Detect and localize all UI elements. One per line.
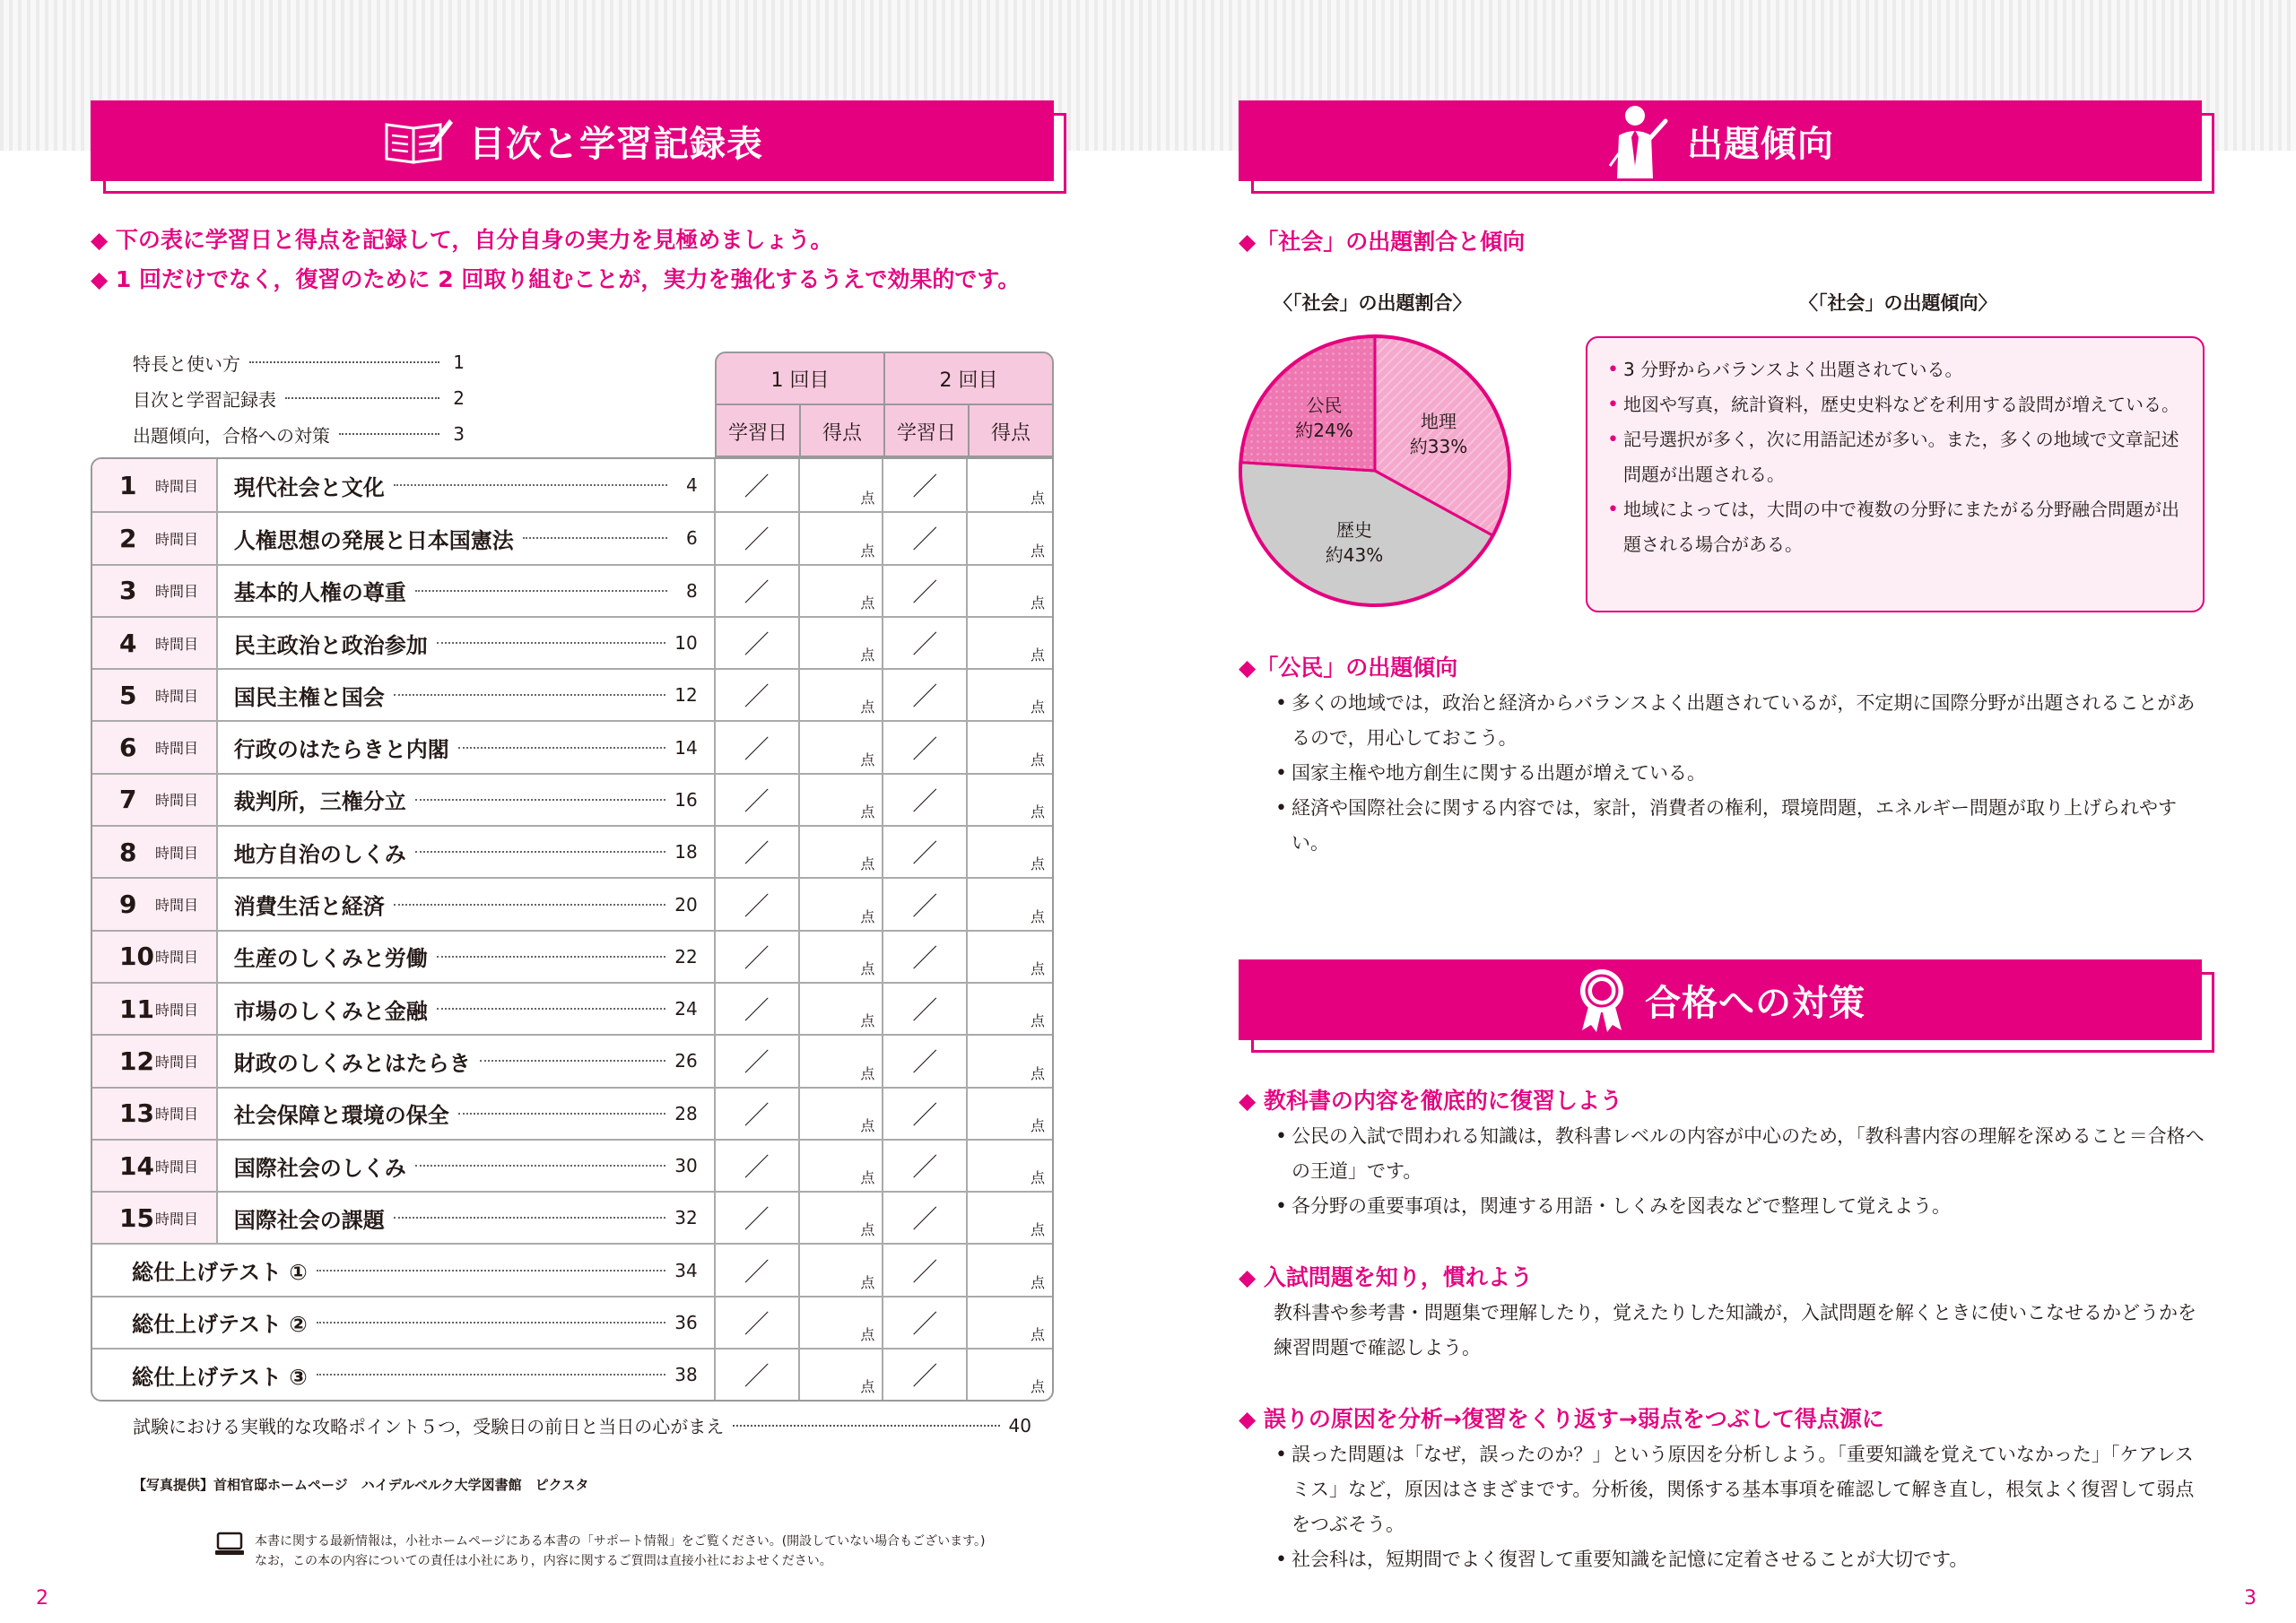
round1-header: 1 回目 bbox=[770, 369, 830, 392]
page-number-left: 2 bbox=[36, 1587, 48, 1610]
score2-cell[interactable]: 点 bbox=[1030, 594, 1045, 612]
lesson-title: 裁判所，三権分立 16 bbox=[218, 775, 716, 825]
score2-cell[interactable]: 点 bbox=[1030, 490, 1045, 508]
pre-item-page: 2 bbox=[453, 387, 465, 409]
trend-banner-title: 出題傾向 bbox=[1687, 123, 1834, 165]
test-row bbox=[92, 1243, 1052, 1295]
table-row bbox=[92, 1191, 1052, 1243]
score1-cell[interactable]: 点 bbox=[800, 1036, 884, 1086]
pre-item bbox=[133, 380, 465, 416]
lesson-title: 市場のしくみと金融 24 bbox=[218, 984, 716, 1034]
date1-cell[interactable]: ／ bbox=[716, 1141, 800, 1191]
score2-cell[interactable]: 点 bbox=[1030, 1012, 1045, 1030]
test-row bbox=[92, 1348, 1052, 1400]
date2-cell[interactable]: ／ bbox=[883, 722, 968, 772]
pre-item bbox=[133, 344, 465, 380]
right-page bbox=[1148, 0, 2296, 1623]
pie-label: 地理 bbox=[1421, 411, 1457, 433]
date2-cell[interactable]: ／ bbox=[883, 984, 968, 1034]
error-list bbox=[1274, 1437, 2206, 1577]
date2-cell[interactable]: ／ bbox=[883, 459, 968, 511]
score2-cell[interactable]: 点 bbox=[1030, 1116, 1045, 1134]
date2-cell[interactable]: ／ bbox=[883, 827, 968, 877]
date1-cell[interactable]: ／ bbox=[716, 932, 800, 982]
notice-line-1: 本書に関する最新情報は，小社ホームページにある本書の「サポート情報」をご覧ください。(開設していない場合もございます。) bbox=[255, 1534, 986, 1549]
lesson-page: 14 bbox=[674, 736, 698, 759]
date2-cell[interactable]: ／ bbox=[883, 775, 968, 825]
lesson-page: 22 bbox=[674, 945, 698, 968]
lesson-title: 民主政治と政治参加 10 bbox=[218, 618, 716, 668]
award-ribbon-icon bbox=[1575, 968, 1629, 1032]
toc-table bbox=[91, 457, 1054, 1402]
table-row bbox=[92, 773, 1052, 825]
score1-cell[interactable]: 点 bbox=[800, 670, 884, 720]
score1-cell[interactable]: 点 bbox=[800, 1141, 884, 1191]
lesson-page: 32 bbox=[674, 1207, 698, 1229]
date2-header: 学習日 bbox=[883, 405, 968, 457]
lesson-title: 社会保障と環境の保全 28 bbox=[218, 1089, 716, 1139]
date1-cell[interactable]: ／ bbox=[716, 513, 800, 563]
round2-header: 2 回目 bbox=[883, 353, 1052, 404]
score2-cell[interactable]: 点 bbox=[1030, 647, 1045, 664]
score2-cell[interactable]: 点 bbox=[1030, 803, 1045, 821]
practice-section-heading: ◆ 入試問題を知り，慣れよう bbox=[1239, 1264, 1533, 1290]
pie-label: 歴史 bbox=[1335, 519, 1372, 542]
score1-cell[interactable]: 点 bbox=[800, 513, 884, 563]
date1-cell[interactable]: ／ bbox=[716, 775, 800, 825]
table-row bbox=[92, 825, 1052, 877]
lesson-number: 3 時間目 bbox=[92, 566, 218, 616]
table-row bbox=[92, 564, 1052, 616]
trend-box bbox=[1586, 336, 2205, 612]
lesson-title: 財政のしくみとはたらき 26 bbox=[218, 1036, 716, 1086]
lesson-page: 6 bbox=[686, 527, 698, 550]
list-item: • 記号選択が多く，次に用語記述が多い。また，多くの地域で文章記述問題が出題される。 bbox=[1605, 422, 2185, 492]
pie-value-label: 約33% bbox=[1409, 436, 1468, 458]
lesson-page: 30 bbox=[674, 1155, 698, 1176]
lesson-title: 国際社会の課題 32 bbox=[218, 1193, 716, 1243]
lesson-number: 4 時間目 bbox=[92, 618, 218, 668]
pre-list bbox=[133, 344, 465, 452]
civics-list bbox=[1274, 686, 2206, 861]
table-row bbox=[92, 1087, 1052, 1139]
lesson-title: 現代社会と文化 4 bbox=[218, 459, 716, 511]
table-row bbox=[92, 877, 1052, 929]
strategy-banner-title: 合格への対策 bbox=[1645, 982, 1866, 1024]
lead-line-2: ◆ 1 回だけでなく，復習のために 2 回取り組むことが，実力を強化するうえで効果的です。 bbox=[91, 266, 1021, 292]
score1-cell[interactable]: 点 bbox=[800, 1350, 884, 1400]
lesson-title: 基本的人権の尊重 8 bbox=[218, 566, 716, 616]
test-page: 36 bbox=[674, 1311, 698, 1333]
list-item: • 国家主権や地方創生に関する出題が増えている。 bbox=[1274, 756, 2206, 791]
table-row bbox=[92, 459, 1052, 511]
list-item: • 経済や国際社会に関する内容では，家計，消費者の権利，環境問題，エネルギー問題が取り上げられやすい。 bbox=[1274, 791, 2206, 861]
date1-cell[interactable]: ／ bbox=[716, 1036, 800, 1086]
date1-header: 学習日 bbox=[727, 421, 787, 445]
practice-text: 教科書や参考書・問題集で理解したり，覚えたりした知識が，入試問題を解くときに使いこなせるかどうかを練習問題で確認しよう。 bbox=[1274, 1302, 2196, 1358]
date1-cell[interactable]: ／ bbox=[716, 670, 800, 720]
pie-value-label: 約24% bbox=[1295, 419, 1353, 441]
lesson-number: 11 時間目 bbox=[92, 984, 218, 1034]
score2-cell[interactable]: 点 bbox=[1030, 699, 1045, 716]
test-title: 総仕上げテスト ③ 38 bbox=[92, 1350, 716, 1400]
civics-section-heading: ◆「公民」の出題傾向 bbox=[1239, 655, 1458, 681]
score1-cell[interactable]: 点 bbox=[800, 459, 884, 511]
pre-item-label: 目次と学習記録表 bbox=[133, 388, 276, 411]
date1-cell[interactable]: ／ bbox=[716, 1089, 800, 1139]
lesson-page: 10 bbox=[674, 632, 698, 655]
lesson-page: 4 bbox=[686, 474, 698, 497]
list-item: • 地図や写真，統計資料，歴史史料などを利用する設問が増えている。 bbox=[1605, 387, 2185, 422]
lesson-page: 18 bbox=[674, 841, 698, 864]
lesson-title: 国民主権と国会 12 bbox=[218, 670, 716, 720]
test-title: 総仕上げテスト ② 36 bbox=[92, 1298, 716, 1348]
notice bbox=[215, 1532, 986, 1571]
post-item bbox=[133, 1412, 1031, 1438]
test-page: 34 bbox=[674, 1259, 698, 1281]
lesson-page: 8 bbox=[686, 579, 698, 602]
lesson-number: 2 時間目 bbox=[92, 513, 218, 563]
page-number-right: 3 bbox=[2244, 1587, 2257, 1610]
lesson-page: 20 bbox=[674, 893, 698, 916]
lesson-title: 生産のしくみと労働 22 bbox=[218, 932, 716, 982]
toc-banner bbox=[91, 100, 1054, 181]
score1-cell[interactable]: 点 bbox=[800, 1089, 884, 1139]
date2-cell[interactable]: ／ bbox=[883, 1245, 968, 1295]
pie-value-label: 約43% bbox=[1325, 544, 1384, 567]
list-item: • 多くの地域では，政治と経済からバランスよく出題されているが，不定期に国際分野が出題されることがあるので，用心しておこう。 bbox=[1274, 686, 2206, 756]
toc-banner-title: 目次と学習記録表 bbox=[469, 123, 763, 165]
lesson-title: 消費生活と経済 20 bbox=[218, 879, 716, 929]
lesson-number: 6 時間目 bbox=[92, 722, 218, 772]
table-row bbox=[92, 930, 1052, 982]
test-page: 38 bbox=[674, 1364, 698, 1386]
textbook-section-heading: ◆ 教科書の内容を徹底的に復習しよう bbox=[1239, 1088, 1622, 1114]
ratio-section-heading: ◆「社会」の出題割合と傾向 bbox=[1239, 229, 1526, 255]
table-row bbox=[92, 511, 1052, 563]
lesson-number: 10 時間目 bbox=[92, 932, 218, 982]
score2-header: 得点 bbox=[968, 405, 1052, 457]
textbook-list bbox=[1274, 1119, 2206, 1224]
date2-cell[interactable]: ／ bbox=[883, 1298, 968, 1348]
date2-cell[interactable]: ／ bbox=[883, 1350, 968, 1400]
score1-cell[interactable]: 点 bbox=[800, 932, 884, 982]
date1-cell[interactable]: ／ bbox=[716, 879, 800, 929]
table-row bbox=[92, 1139, 1052, 1191]
table-row bbox=[92, 616, 1052, 668]
date2-cell[interactable]: ／ bbox=[883, 1036, 968, 1086]
score1-cell[interactable]: 点 bbox=[800, 1193, 884, 1243]
lesson-title: 地方自治のしくみ 18 bbox=[218, 827, 716, 877]
score1-header: 得点 bbox=[799, 405, 883, 457]
list-item: • 社会科は，短期間でよく復習して重要知識を記憶に定着させることが大切です。 bbox=[1274, 1542, 2206, 1577]
date1-cell[interactable]: ／ bbox=[716, 1350, 800, 1400]
score2-cell[interactable]: 点 bbox=[1030, 1273, 1045, 1291]
lesson-number: 15 時間目 bbox=[92, 1193, 218, 1243]
pre-item-label: 特長と使い方 bbox=[133, 352, 240, 375]
lesson-title: 行政のはたらきと内閣 14 bbox=[218, 722, 716, 772]
score1-cell[interactable]: 点 bbox=[800, 566, 884, 616]
date1-cell[interactable]: ／ bbox=[716, 984, 800, 1034]
date2-cell[interactable]: ／ bbox=[883, 566, 968, 616]
score1-cell[interactable]: 点 bbox=[800, 827, 884, 877]
list-item: • 公民の入試で問われる知識は，教科書レベルの内容が中心のため，「教科書内容の理解を深めること＝合格への王道」です。 bbox=[1274, 1119, 2206, 1189]
list-item: • 3 分野からバランスよく出題されている。 bbox=[1605, 352, 2185, 387]
trend-banner bbox=[1239, 100, 2202, 181]
notice-line-2: なお，この本の内容についての責任は小社にあり，内容に関するご質問は直接小社におよせください。 bbox=[255, 1554, 832, 1568]
post-item-page: 40 bbox=[1008, 1414, 1031, 1436]
error-section-heading: ◆ 誤りの原因を分析→復習をくり返す→弱点をつぶして得点源に bbox=[1239, 1406, 1884, 1432]
table-row bbox=[92, 668, 1052, 720]
lesson-number: 1 時間目 bbox=[92, 459, 218, 511]
date2-cell[interactable]: ／ bbox=[883, 879, 968, 929]
lesson-page: 16 bbox=[674, 788, 698, 811]
lesson-number: 14 時間目 bbox=[92, 1141, 218, 1191]
post-item-label: 試験における実戦的な攻略ポイント５つ，受験日の前日と当日の心がまえ bbox=[133, 1416, 725, 1437]
score2-cell[interactable]: 点 bbox=[1030, 855, 1045, 873]
list-item: • 地域によっては，大問の中で複数の分野にまたがる分野融合問題が出題される場合がある。 bbox=[1605, 492, 2185, 562]
date1-cell[interactable]: ／ bbox=[716, 618, 800, 668]
pre-item-page: 1 bbox=[453, 352, 465, 373]
score2-cell[interactable]: 点 bbox=[1030, 1378, 1045, 1396]
photo-credit: 【写真提供】首相官邸ホームページ ハイデルベルク大学図書館 ピクスタ bbox=[133, 1477, 589, 1493]
ratio-caption: 〈「社会」の出題割合〉 bbox=[1274, 292, 1472, 314]
lesson-page: 24 bbox=[674, 998, 698, 1020]
list-item: • 各分野の重要事項は，関連する用語・しくみを図表などで整理して覚えよう。 bbox=[1274, 1189, 2206, 1224]
lesson-number: 7 時間目 bbox=[92, 775, 218, 825]
pie-label: 公民 bbox=[1306, 394, 1343, 416]
notebook-pen-icon bbox=[381, 116, 453, 166]
lead-line-1: ◆ 下の表に学習日と得点を記録して，自分自身の実力を見極めましょう。 bbox=[91, 227, 833, 253]
lesson-number: 13 時間目 bbox=[92, 1089, 218, 1139]
table-row bbox=[92, 1034, 1052, 1086]
presenter-icon bbox=[1606, 103, 1671, 178]
score1-cell[interactable]: 点 bbox=[800, 1245, 884, 1295]
test-title: 総仕上げテスト ① 34 bbox=[92, 1245, 716, 1295]
date2-cell[interactable]: ／ bbox=[883, 1141, 968, 1191]
test-row bbox=[92, 1296, 1052, 1348]
date2-cell[interactable]: ／ bbox=[883, 618, 968, 668]
lesson-number: 5 時間目 bbox=[92, 670, 218, 720]
score2-cell[interactable]: 点 bbox=[1030, 959, 1045, 977]
date1-cell[interactable]: ／ bbox=[716, 566, 800, 616]
score1-cell[interactable]: 点 bbox=[800, 984, 884, 1034]
date2-cell[interactable]: ／ bbox=[883, 1193, 968, 1243]
record-header bbox=[715, 352, 1054, 457]
pre-item-label: 出題傾向，合格への対策 bbox=[133, 424, 330, 447]
lesson-title: 国際社会のしくみ 30 bbox=[218, 1141, 716, 1191]
score1-cell[interactable]: 点 bbox=[800, 722, 884, 772]
list-item: • 誤った問題は「なぜ，誤ったのか？」という原因を分析しよう。「重要知識を覚えていなかった」「ケアレスミス」など，原因はさまざまです。分析後，関係する基本事項を確認して解き直し，根気よく復習して弱点をつぶそう。 bbox=[1274, 1437, 2206, 1542]
trend-caption: 〈「社会」の出題傾向〉 bbox=[1799, 292, 1997, 314]
lesson-page: 28 bbox=[674, 1102, 698, 1124]
date1-cell[interactable]: ／ bbox=[716, 1298, 800, 1348]
date2-cell[interactable]: ／ bbox=[883, 513, 968, 563]
lesson-number: 12 時間目 bbox=[92, 1036, 218, 1086]
pre-item-page: 3 bbox=[453, 423, 465, 445]
table-row bbox=[92, 720, 1052, 772]
lesson-title: 人権思想の発展と日本国憲法 6 bbox=[218, 513, 716, 563]
score2-cell[interactable]: 点 bbox=[1030, 1221, 1045, 1239]
strategy-banner bbox=[1239, 959, 2202, 1040]
score2-cell[interactable]: 点 bbox=[1030, 542, 1045, 560]
score1-cell[interactable]: 点 bbox=[800, 879, 884, 929]
date2-cell[interactable]: ／ bbox=[883, 1089, 968, 1139]
date1-cell[interactable]: ／ bbox=[716, 1193, 800, 1243]
score2-cell[interactable]: 点 bbox=[1030, 1169, 1045, 1187]
table-row bbox=[92, 982, 1052, 1034]
date1-cell[interactable]: ／ bbox=[716, 1245, 800, 1295]
computer-icon bbox=[215, 1532, 244, 1557]
date1-cell[interactable]: ／ bbox=[716, 459, 800, 511]
ratio-pie-chart bbox=[1236, 332, 1514, 610]
score2-cell[interactable]: 点 bbox=[1030, 907, 1045, 925]
score2-cell[interactable]: 点 bbox=[1030, 1326, 1045, 1344]
score1-cell[interactable]: 点 bbox=[800, 618, 884, 668]
lesson-number: 9 時間目 bbox=[92, 879, 218, 929]
lesson-page: 12 bbox=[674, 684, 698, 707]
score1-cell[interactable]: 点 bbox=[800, 1298, 884, 1348]
date1-cell[interactable]: ／ bbox=[716, 722, 800, 772]
score2-cell[interactable]: 点 bbox=[1030, 751, 1045, 768]
date2-cell[interactable]: ／ bbox=[883, 932, 968, 982]
date2-cell[interactable]: ／ bbox=[883, 670, 968, 720]
pre-item bbox=[133, 416, 465, 452]
lesson-page: 26 bbox=[674, 1050, 698, 1072]
score2-cell[interactable]: 点 bbox=[1030, 1064, 1045, 1082]
score1-cell[interactable]: 点 bbox=[800, 775, 884, 825]
lesson-number: 8 時間目 bbox=[92, 827, 218, 877]
date1-cell[interactable]: ／ bbox=[716, 827, 800, 877]
